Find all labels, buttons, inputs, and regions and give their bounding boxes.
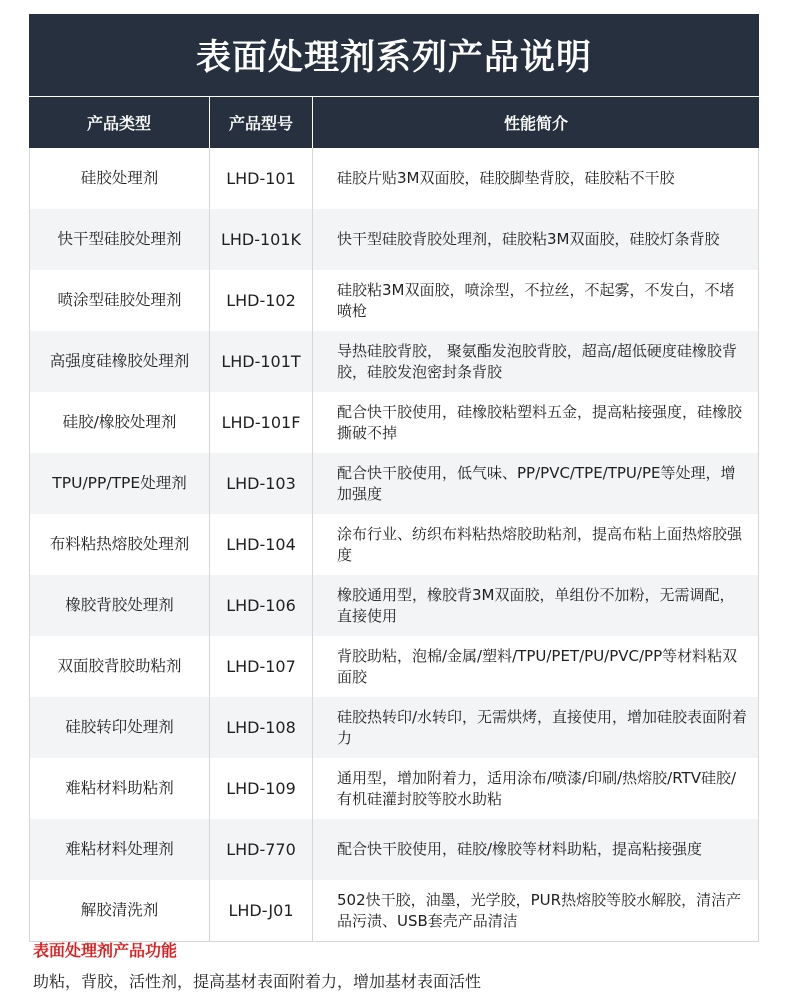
product-desc-cell: 涂布行业、纺织布料粘热熔胶助粘剂，提高布粘上面热熔胶强度 (312, 514, 758, 575)
product-desc-cell: 配合快干胶使用，低气味、PP/PVC/TPE/TPU/PE等处理，增加强度 (312, 453, 758, 514)
product-model-cell: LHD-101F (209, 392, 312, 453)
product-desc-cell: 502快干胶，油墨，光学胶，PUR热熔胶等胶水解胶，清洁产品污渍、USB套壳产品清洁 (312, 880, 758, 941)
product-desc-cell: 配合快干胶使用，硅橡胶粘塑料五金，提高粘接强度，硅橡胶撕破不掉 (312, 392, 758, 453)
header-performance: 性能简介 (312, 97, 759, 148)
header-product-model: 产品型号 (209, 97, 312, 148)
product-model-cell: LHD-102 (209, 270, 312, 331)
product-type-cell: 高强度硅橡胶处理剂 (49, 352, 190, 370)
table-row (30, 636, 758, 697)
product-model-cell: LHD-109 (209, 758, 312, 819)
table-row (30, 392, 758, 453)
product-model-cell: LHD-103 (209, 453, 312, 514)
function-description: 助粘，背胶，活性剂，提高基材表面附着力，增加基材表面活性 (33, 972, 482, 991)
table-row (30, 514, 758, 575)
table-row (30, 575, 758, 636)
product-type-cell: TPU/PP/TPE处理剂 (52, 474, 187, 492)
product-desc-cell: 快干型硅胶背胶处理剂，硅胶粘3M双面胶，硅胶灯条背胶 (312, 209, 758, 270)
product-model-cell: LHD-101 (209, 148, 312, 209)
table-row (30, 453, 758, 514)
product-model-cell: LHD-J01 (209, 880, 312, 941)
product-desc-cell: 导热硅胶背胶， 聚氨酯发泡胶背胶，超高/超低硬度硅橡胶背胶，硅胶发泡密封条背胶 (312, 331, 758, 392)
product-model-cell: LHD-770 (209, 819, 312, 880)
product-type-cell: 快干型硅胶处理剂 (57, 230, 182, 248)
header-product-type: 产品类型 (86, 114, 151, 133)
table-row (30, 270, 758, 331)
page-title: 表面处理剂系列产品说明 (195, 38, 592, 78)
product-model-cell: LHD-106 (209, 575, 312, 636)
product-desc-cell: 橡胶通用型，橡胶背3M双面胶，单组份不加粉，无需调配，直接使用 (312, 575, 758, 636)
table-row (30, 819, 758, 880)
product-model-cell: LHD-101K (209, 209, 312, 270)
product-type-cell: 喷涂型硅胶处理剂 (57, 291, 182, 309)
product-type-cell: 难粘材料助粘剂 (65, 779, 174, 797)
product-desc-cell: 背胶助粘，泡棉/金属/塑料/TPU/PET/PU/PVC/PP等材料粘双面胶 (312, 636, 758, 697)
table-row (30, 697, 758, 758)
product-model-cell: LHD-104 (209, 514, 312, 575)
function-heading: 表面处理剂产品功能 (33, 941, 178, 960)
table-row (30, 331, 758, 392)
product-type-cell: 硅胶处理剂 (80, 169, 159, 187)
product-type-cell: 硅胶转印处理剂 (65, 718, 174, 736)
product-desc-cell: 硅胶片贴3M双面胶，硅胶脚垫背胶，硅胶粘不干胶 (312, 148, 758, 209)
product-desc-cell: 通用型，增加附着力，适用涂布/喷漆/印刷/热熔胶/RTV硅胶/有机硅灌封胶等胶水助粘 (312, 758, 758, 819)
product-model-cell: LHD-108 (209, 697, 312, 758)
product-type-cell: 硅胶/橡胶处理剂 (62, 413, 177, 431)
table-header (29, 97, 759, 148)
product-type-cell: 布料粘热熔胶处理剂 (49, 535, 190, 553)
product-desc-cell: 硅胶热转印/水转印，无需烘烤，直接使用，增加硅胶表面附着力 (312, 697, 758, 758)
table-row (30, 148, 758, 209)
product-type-cell: 橡胶背胶处理剂 (65, 596, 174, 614)
product-type-cell: 解胶清洗剂 (80, 901, 159, 919)
table-row (30, 880, 758, 941)
product-model-cell: LHD-107 (209, 636, 312, 697)
product-table (29, 148, 759, 942)
table-row (30, 209, 758, 270)
product-desc-cell: 硅胶粘3M双面胶，喷涂型，不拉丝，不起雾，不发白，不堵喷枪 (312, 270, 758, 331)
title-banner (29, 14, 759, 96)
product-type-cell: 双面胶背胶助粘剂 (57, 657, 182, 675)
product-model-cell: LHD-101T (209, 331, 312, 392)
product-desc-cell: 配合快干胶使用，硅胶/橡胶等材料助粘，提高粘接强度 (312, 819, 758, 880)
table-row (30, 758, 758, 819)
product-type-cell: 难粘材料处理剂 (65, 840, 174, 858)
